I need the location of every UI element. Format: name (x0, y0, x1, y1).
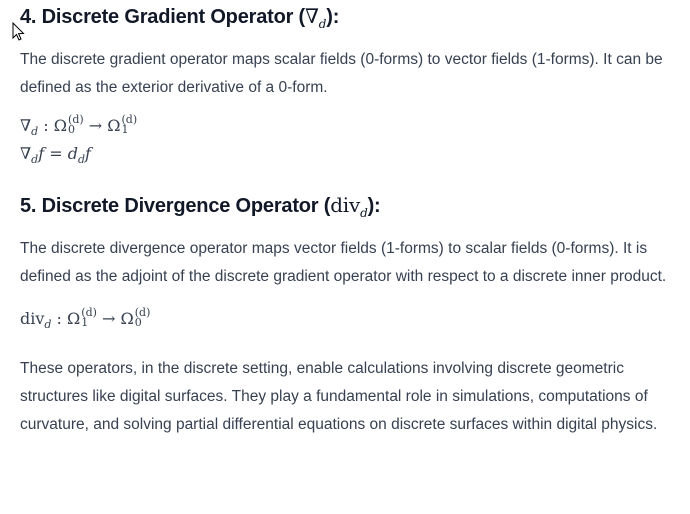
section-5-paragraph: The discrete divergence operator maps vector fields (1-forms) to scalar fields (0-forms). It is defined as the adjoint of the discrete gradient operator with respect to a discrete inner product. (20, 240, 667, 285)
section-4-equations (20, 112, 675, 168)
section-5-equations (20, 305, 675, 333)
section-4-heading: 4. Discrete Gradient Operator $(\nabla_d)$: (20, 4, 340, 31)
response-content (20, 0, 675, 439)
nabla-symbol: $\nabla_d$ (305, 4, 327, 31)
divergence-mapping-equation: div$_d$ : Ω (d) 1 → Ω (d) 0 (20, 305, 151, 332)
section-5-heading: 5. Discrete Divergence Operator (div$_d$): (20, 193, 381, 220)
section-4-paragraph: The discrete gradient operator maps scalar fields (0-forms) to vector fields (1-forms). It can be defined as the exterior derivative of a 0-form. (20, 51, 663, 96)
div-symbol: div$_d$ (330, 193, 368, 220)
closing-paragraph: These operators, in the discrete setting, enable calculations involving discrete geometric structures like digital surfaces. They play a fundamental role in simulations, computations of curvature, and solving partial differential equations on discrete surfaces within digital physics. (20, 360, 658, 433)
gradient-definition-equation: $\nabla_df = d_df$ (20, 144, 91, 167)
gradient-mapping-equation: $\nabla_d$ : Ω (d) 0 → Ω (d) 1 (20, 112, 138, 139)
